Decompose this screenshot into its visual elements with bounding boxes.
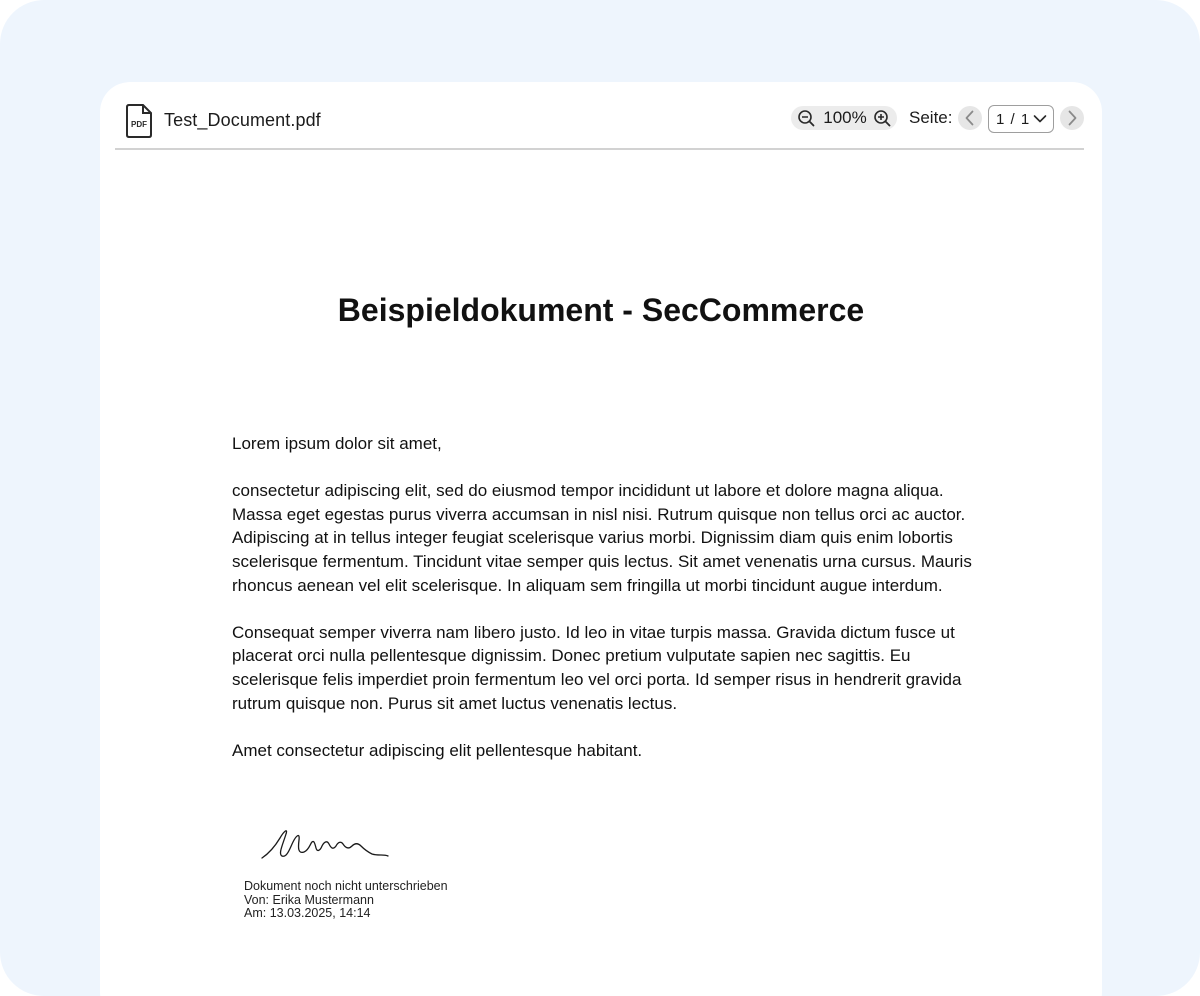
chevron-right-icon [1060, 106, 1084, 130]
signature-signer: Von: Erika Mustermann [244, 892, 374, 907]
pdf-file-icon [125, 104, 153, 138]
document-paragraph: Lorem ipsum dolor sit amet, [232, 434, 442, 453]
signature-status: Dokument noch nicht unterschrieben [244, 879, 448, 893]
signature-caption [244, 880, 448, 921]
document-body [232, 432, 972, 786]
chevron-left-icon [958, 106, 982, 130]
next-page-button[interactable] [1060, 106, 1084, 130]
signature-graphic [260, 824, 392, 864]
zoom-control [791, 106, 897, 130]
pdf-file-icon-label: PDF [131, 120, 147, 129]
zoom-level: 100% [823, 108, 867, 127]
document-paragraph: Amet consectetur adipiscing elit pellentesque habitant. [232, 740, 643, 760]
chevron-down-icon [1033, 114, 1047, 124]
viewer-toolbar [115, 82, 1084, 150]
signature-date: Am: 13.03.2025, 14:14 [244, 906, 371, 920]
document-paragraph: consectetur adipiscing elit, sed do eiusmod tempor incididunt ut labore et dolore magna aliqua. Massa eget egestas purus viverra accumsan in nisl nisi. Rutrum quisque non tellus orci ac auctor. Adipiscing at in tellus integer feugiat scelerisque varius morbi. Dignissim diam quis enim lobortis scelerisque fermentum. Tincidunt vitae semper quis lectus. Sit amet venenatis urna cursus. Mauris rhoncus aenean vel elit scelerisque. In aliquam sem fringilla ut morbi tincidunt augue interdum. [232, 481, 972, 595]
file-name: Test_Document.pdf [164, 110, 321, 130]
pdf-viewer [100, 82, 1102, 996]
page-label: Seite: [909, 108, 953, 127]
page-select-value: 1 / 1 [996, 111, 1031, 128]
previous-page-button[interactable] [958, 106, 982, 130]
document-title: Beispieldokument - SecCommerce [337, 292, 865, 328]
page-select[interactable] [988, 105, 1054, 133]
document-paragraph: Consequat semper viverra nam libero justo. Id leo in vitae turpis massa. Gravida dictum fusce ut placerat orci nulla pellentesque dignissim. Donec pretium vulputate sapien nec sagittis. Eu scelerisque felis imperdiet proin fermentum leo vel orci porta. Id semper risus in hendrerit gravida rutrum quisque non. Purus sit amet luctus venenatis lectus. [232, 622, 962, 713]
zoom-in-icon[interactable] [873, 109, 891, 127]
zoom-out-icon[interactable] [797, 109, 815, 127]
